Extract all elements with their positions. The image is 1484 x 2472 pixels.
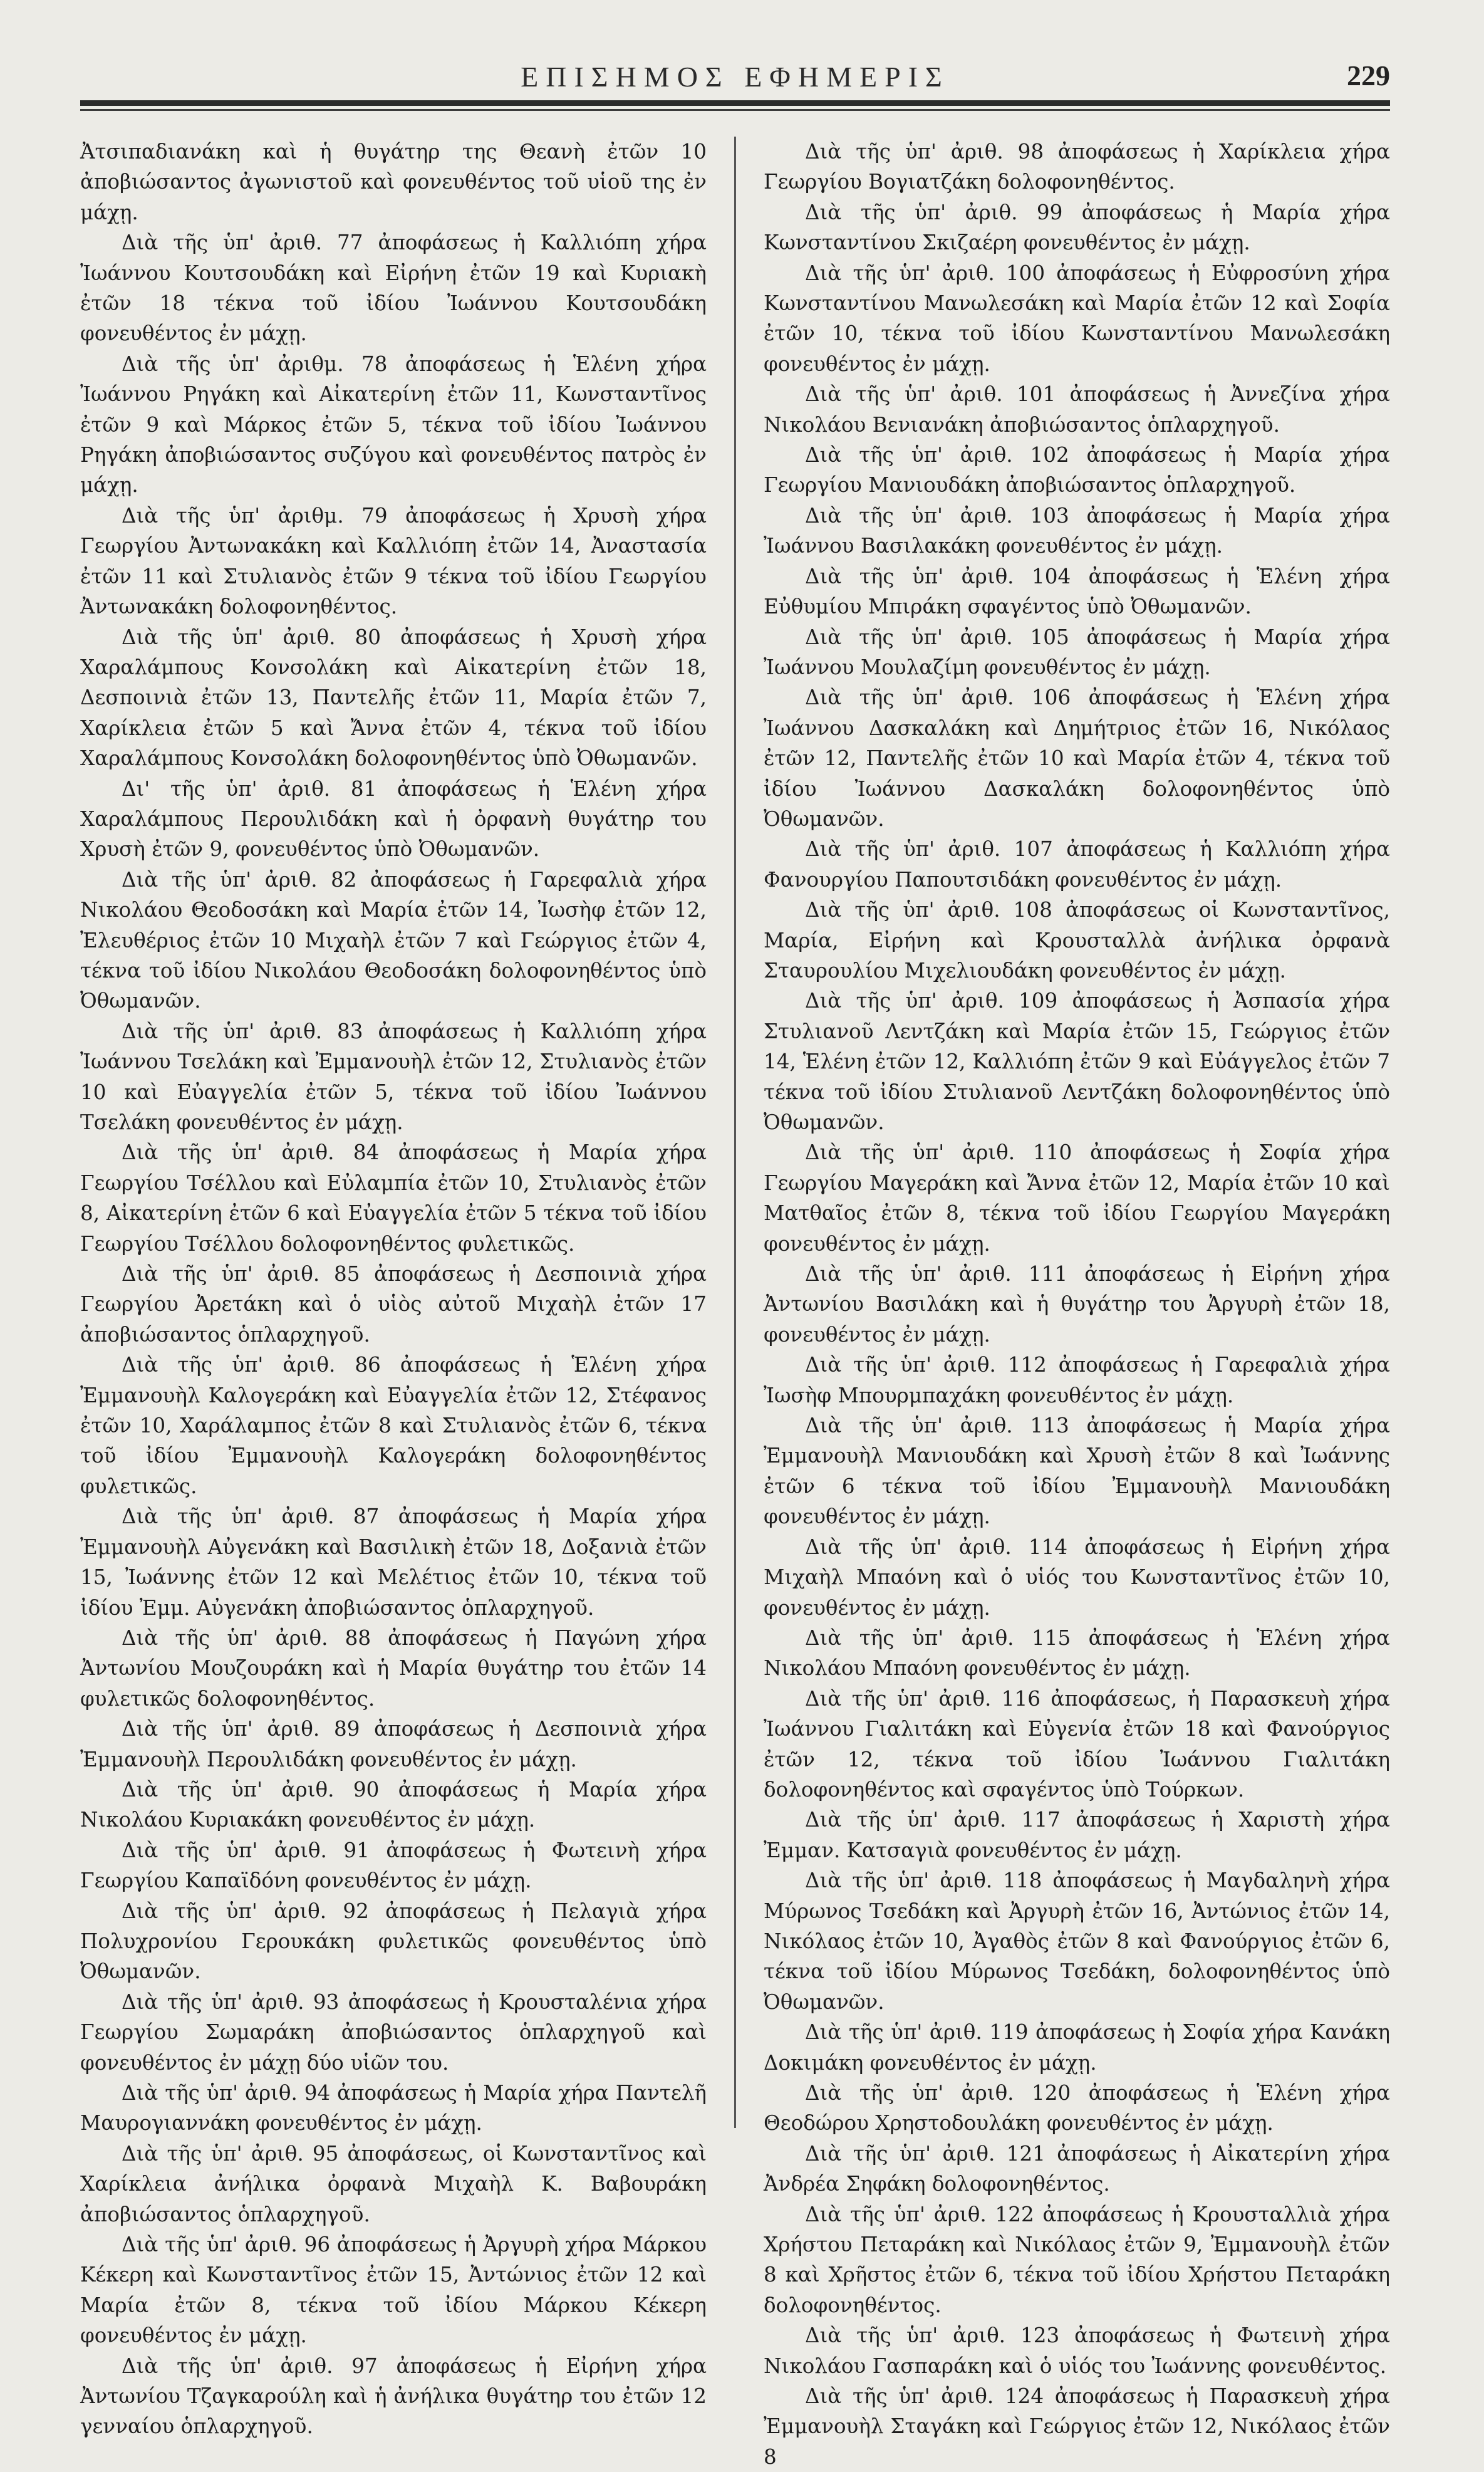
decision-paragraph: Διὰ τῆς ὑπ' ἀριθμ. 78 ἀποφάσεως ἡ Ἑλένη χήρα Ἰωάννου Ρηγάκη καὶ Αἰκατερίνη ἐτῶν 11, Κωνσταντῖνος ἐτῶν 9 καὶ Μάρκος ἐτῶν 5, τέκνα τοῦ ἰδίου Ἰωάννου Ρηγάκη ἀποβιώσαντος συζύγου καὶ φονευθέντος πατρὸς ἐν μάχῃ. <box>80 352 707 498</box>
decision-paragraph: Διὰ τῆς ὑπ' ἀριθ. 106 ἀποφάσεως ἡ Ἑλένη χήρα Ἰωάννου Δασκαλάκη καὶ Δημήτριος ἐτῶν 16, Νικόλαος ἐτῶν 12, Παντελῆς ἐτῶν 10 καὶ Μαρία ἐτῶν 4, τέκνα τοῦ ἰδίου Ἰωάννου Δασκαλάκη δολοφονηθέντος ὑπὸ Ὀθωμανῶν. <box>764 686 1390 831</box>
decision-paragraph: Διὰ τῆς ὑπ' ἀριθ. 108 ἀποφάσεως οἱ Κωνσταντῖνος, Μαρία, Εἰρήνη καὶ Κρουσταλλὰ ἀνήλικα ὀρφανὰ Σταυρουλίου Μιχελιουδάκη φονευθέντος ἐν μάχῃ. <box>764 898 1390 983</box>
decision-paragraph: Διὰ τῆς ὑπ' ἀριθ. 94 ἀποφάσεως ἡ Μαρία χήρα Παντελῆ Μαυρογιαννάκη φονευθέντος ἐν μάχῃ. <box>80 2081 707 2136</box>
decision-paragraph: Διὰ τῆς ὑπ' ἀριθ. 121 ἀποφάσεως ἡ Αἰκατερίνη χήρα Ἀνδρέα Σηφάκη δολοφονηθέντος. <box>764 2141 1390 2196</box>
decision-paragraph: Διὰ τῆς ὑπ' ἀριθ. 122 ἀποφάσεως ἡ Κρουσταλλιὰ χήρα Χρήστου Πεταράκη καὶ Νικόλαος ἐτῶν 9, Ἐμμανουὴλ ἐτῶν 8 καὶ Χρῆστος ἐτῶν 6, τέκνα τοῦ ἰδίου Χρήστου Πεταράκη δολοφονηθέντος. <box>764 2202 1390 2317</box>
decision-paragraph: Διὰ τῆς ὑπ' ἀριθ. 84 ἀποφάσεως ἡ Μαρία χήρα Γεωργίου Τσέλλου καὶ Εὐλαμπία ἐτῶν 10, Στυλιανὸς ἐτῶν 8, Αἰκατερίνη ἐτῶν 6 καὶ Εὐαγγελία ἐτῶν 5 τέκνα τοῦ ἰδίου Γεωργίου Τσέλλου δολοφονηθέντος φυλετικῶς. <box>80 1140 707 1256</box>
decision-paragraph: Διὰ τῆς ὑπ' ἀριθ. 105 ἀποφάσεως ἡ Μαρία χήρα Ἰωάννου Μουλαζίμη φονευθέντος ἐν μάχῃ. <box>764 625 1390 679</box>
decision-paragraph: Διὰ τῆς ὑπ' ἀριθ. 124 ἀποφάσεως ἡ Παρασκευὴ χήρα Ἐμμανουὴλ Σταγάκη καὶ Γεώργιος ἐτῶν 12, Νικόλαος ἐτῶν 8 <box>764 2384 1390 2469</box>
decision-paragraph: Διὰ τῆς ὑπ' ἀριθ. 120 ἀποφάσεως ἡ Ἑλένη χήρα Θεοδώρου Χρηστοδουλάκη φονευθέντος ἐν μάχῃ. <box>764 2081 1390 2136</box>
decision-paragraph: Διὰ τῆς ὑπ' ἀριθ. 102 ἀποφάσεως ἡ Μαρία χήρα Γεωργίου Μανιουδάκη ἀποβιώσαντος ὁπλαρχηγοῦ. <box>764 443 1390 498</box>
decision-paragraph: Διὰ τῆς ὑπ' ἀριθ. 99 ἀποφάσεως ἡ Μαρία χήρα Κωνσταντίνου Σκιζαέρη φονευθέντος ἐν μάχῃ. <box>764 200 1390 255</box>
decision-paragraph: Διὰ τῆς ὑπ' ἀριθ. 117 ἀποφάσεως ἡ Χαριστὴ χήρα Ἐμμαν. Κατσαγιὰ φονευθέντος ἐν μάχῃ. <box>764 1808 1390 1862</box>
decision-paragraph: Διὰ τῆς ὑπ' ἀριθ. 113 ἀποφάσεως ἡ Μαρία χήρα Ἐμμανουὴλ Μανιουδάκη καὶ Χρυσὴ ἐτῶν 8 καὶ Ἰωάννης ἐτῶν 6 τέκνα τοῦ ἰδίου Ἐμμανουὴλ Μανιουδάκη φονευθέντος ἐν μάχῃ. <box>764 1414 1390 1529</box>
decision-paragraph: Διὰ τῆς ὑπ' ἀριθ. 88 ἀποφάσεως ἡ Παγώνη χήρα Ἀντωνίου Μουζουράκη καὶ ἡ Μαρία θυγάτηρ του ἐτῶν 14 φυλετικῶς δολοφονηθέντος. <box>80 1625 707 1711</box>
decision-paragraph: Διὰ τῆς ὑπ' ἀριθ. 119 ἀποφάσεως ἡ Σοφία χήρα Κανάκη Δοκιμάκη φονευθέντος ἐν μάχῃ. <box>764 2020 1390 2075</box>
decision-paragraph: Διὰ τῆς ὑπ' ἀριθ. 93 ἀποφάσεως ἡ Κρουσταλένια χήρα Γεωργίου Σωμαράκη ἀποβιώσαντος ὁπλαρχηγοῦ καὶ φονευθέντος ἐν μάχῃ δύο υἱῶν του. <box>80 1990 707 2075</box>
page-header <box>80 56 1390 95</box>
decision-paragraph: Διὰ τῆς ὑπ' ἀριθ. 118 ἀποφάσεως ἡ Μαγδαληνὴ χήρα Μύρωνος Τσεδάκη καὶ Ἀργυρὴ ἐτῶν 16, Ἀντώνιος ἐτῶν 14, Νικόλαος ἐτῶν 10, Ἀγαθὸς ἐτῶν 8 καὶ Φανούργιος ἐτῶν 6, τέκνα τοῦ ἰδίου Μύρωνος Τσεδάκη, δολοφονηθέντος ὑπὸ Ὀθωμανῶν. <box>764 1869 1390 2014</box>
header-rule-thick <box>80 100 1390 106</box>
decision-paragraph: Διὰ τῆς ὑπ' ἀριθ. 89 ἀποφάσεως ἡ Δεσποινιὰ χήρα Ἐμμανουὴλ Περουλιδάκη φονευθέντος ἐν μάχῃ. <box>80 1717 707 1771</box>
decision-paragraph: Διὰ τῆς ὑπ' ἀριθ. 103 ἀποφάσεως ἡ Μαρία χήρα Ἰωάννου Βασιλακάκη φονευθέντος ἐν μάχῃ. <box>764 503 1390 558</box>
decision-paragraph: Διὰ τῆς ὑπ' ἀριθ. 86 ἀποφάσεως ἡ Ἑλένη χήρα Ἐμμανουὴλ Καλογεράκη καὶ Εὐαγγελία ἐτῶν 12, Στέφανος ἐτῶν 10, Χαράλαμπος ἐτῶν 8 καὶ Στυλιανὸς ἐτῶν 6, τέκνα τοῦ ἰδίου Ἐμμανουὴλ Καλογεράκη δολοφονηθέντος φυλετικῶς. <box>80 1353 707 1498</box>
decision-paragraph: Διὰ τῆς ὑπ' ἀριθ. 80 ἀποφάσεως ἡ Χρυσὴ χήρα Χαραλάμπους Κονσολάκη καὶ Αἰκατερίνη ἐτῶν 18, Δεσποινιὰ ἐτῶν 13, Παντελῆς ἐτῶν 11, Μαρία ἐτῶν 7, Χαρίκλεια ἐτῶν 5 καὶ Ἄννα ἐτῶν 4, τέκνα τοῦ ἰδίου Χαραλάμπους Κονσολάκη δολοφονηθέντος ὑπὸ Ὀθωμανῶν. <box>80 625 707 771</box>
decision-paragraph: Διὰ τῆς ὑπ' ἀριθ. 91 ἀποφάσεως ἡ Φωτεινὴ χήρα Γεωργίου Καπαϊδόνη φονευθέντος ἐν μάχῃ. <box>80 1838 707 1893</box>
decision-paragraph: Διὰ τῆς ὑπ' ἀριθ. 116 ἀποφάσεως, ἡ Παρασκευὴ χήρα Ἰωάννου Γιαλιτάκη καὶ Εὐγενία ἐτῶν 18 καὶ Φανούργιος ἐτῶν 12, τέκνα τοῦ ἰδίου Ἰωάννου Γιαλιτάκη δολοφονηθέντος καὶ σφαγέντος ὑπὸ Τούρκων. <box>764 1686 1390 1802</box>
header-rule-thin <box>80 109 1390 111</box>
decision-paragraph: Διὰ τῆς ὑπ' ἀριθ. 90 ἀποφάσεως ἡ Μαρία χήρα Νικολάου Κυριακάκη φονευθέντος ἐν μάχῃ. <box>80 1777 707 1832</box>
decision-paragraph: Διὰ τῆς ὑπ' ἀριθμ. 79 ἀποφάσεως ἡ Χρυσὴ χήρα Γεωργίου Ἀντωνακάκη καὶ Καλλιόπη ἐτῶν 14, Ἀναστασία ἐτῶν 11 καὶ Στυλιανὸς ἐτῶν 9 τέκνα τοῦ ἰδίου Γεωργίου Ἀντωνακάκη δολοφονηθέντος. <box>80 503 707 619</box>
decision-paragraph: Διὰ τῆς ὑπ' ἀριθ. 101 ἀποφάσεως ἡ Ἀννεζίνα χήρα Νικολάου Βενιανάκη ἀποβιώσαντος ὁπλαρχηγοῦ. <box>764 382 1390 437</box>
decision-paragraph: Ἀτσιπαδιανάκη καὶ ἡ θυγάτηρ της Θεανὴ ἐτῶν 10 ἀποβιώσαντος ἀγωνιστοῦ καὶ φονευθέντος τοῦ υἱοῦ της ἐν μάχῃ. <box>80 140 707 224</box>
decision-paragraph: Δι' τῆς ὑπ' ἀριθ. 81 ἀποφάσεως ἡ Ἑλένη χήρα Χαραλάμπους Περουλιδάκη καὶ ἡ ὀρφανὴ θυγάτηρ του Χρυσὴ ἐτῶν 9, φονευθέντος ὑπὸ Ὀθωμανῶν. <box>80 776 707 862</box>
decision-paragraph: Διὰ τῆς ὑπ' ἀριθ. 96 ἀποφάσεως ἡ Ἀργυρὴ χήρα Μάρκου Κέκερη καὶ Κωνσταντῖνος ἐτῶν 15, Ἀντώνιος ἐτῶν 12 καὶ Μαρία ἐτῶν 8, τέκνα τοῦ ἰδίου Μάρκου Κέκερη φονευθέντος ἐν μάχῃ. <box>80 2233 707 2348</box>
left-column <box>80 137 707 2439</box>
decision-paragraph: Διὰ τῆς ὑπ' ἀριθ. 85 ἀποφάσεως ἡ Δεσποινιὰ χήρα Γεωργίου Ἀρετάκη καὶ ὁ υἱὸς αὐτοῦ Μιχαὴλ ἐτῶν 17 ἀποβιώσαντος ὁπλαρχηγοῦ. <box>80 1262 707 1347</box>
decision-paragraph: Διὰ τῆς ὑπ' ἀριθ. 95 ἀποφάσεως, οἱ Κωνσταντῖνος καὶ Χαρίκλεια ἀνήλικα ὀρφανὰ Μιχαὴλ Κ. Βαβουράκη ἀποβιώσαντος ὁπλαρχηγοῦ. <box>80 2141 707 2226</box>
decision-paragraph: Διὰ τῆς ὑπ' ἀριθ. 82 ἀποφάσεως ἡ Γαρεφαλιὰ χήρα Νικολάου Θεοδοσάκη καὶ Μαρία ἐτῶν 14, Ἰωσὴφ ἐτῶν 12, Ἐλευθέριος ἐτῶν 10 Μιχαὴλ ἐτῶν 7 καὶ Γεώργιος ἐτῶν 4, τέκνα τοῦ ἰδίου Νικολάου Θεοδοσάκη δολοφονηθέντος ὑπὸ Ὀθωμανῶν. <box>80 867 707 1013</box>
publication-title: ΕΠΙΣΗΜΟΣ ΕΦΗΜΕΡΙΣ <box>521 61 950 93</box>
decision-paragraph: Διὰ τῆς ὑπ' ἀριθ. 123 ἀποφάσεως ἡ Φωτεινὴ χήρα Νικολάου Γασπαράκη καὶ ὁ υἱός του Ἰωάννης φονευθέντος. <box>764 2323 1390 2378</box>
decision-paragraph: Διὰ τῆς ὑπ' ἀριθ. 107 ἀποφάσεως ἡ Καλλιόπη χήρα Φανουργίου Παπουτσιδάκη φονευθέντος ἐν μάχῃ. <box>764 837 1390 892</box>
page-number: 229 <box>1347 60 1390 91</box>
text-columns <box>80 137 1390 2469</box>
decision-paragraph: Διὰ τῆς ὑπ' ἀριθ. 87 ἀποφάσεως ἡ Μαρία χήρα Ἐμμανουὴλ Αὐγενάκη καὶ Βασιλικὴ ἐτῶν 18, Δοξανιὰ ἐτῶν 15, Ἰωάννης ἐτῶν 12 καὶ Μελέτιος ἐτῶν 10, τέκνα τοῦ ἰδίου Ἐμμ. Αὐγενάκη ἀποβιώσαντος ὁπλαρχηγοῦ. <box>80 1505 707 1620</box>
decision-paragraph: Διὰ τῆς ὑπ' ἀριθ. 97 ἀποφάσεως ἡ Εἰρήνη χήρα Ἀντωνίου Τζαγκαρούλη καὶ ἡ ἀνήλικα θυγάτηρ του ἐτῶν 12 γενναίου ὁπλαρχηγοῦ. <box>80 2354 707 2439</box>
decision-paragraph: Διὰ τῆς ὑπ' ἀριθ. 100 ἀποφάσεως ἡ Εὐφροσύνη χήρα Κωνσταντίνου Μανωλεσάκη καὶ Μαρία ἐτῶν 12 καὶ Σοφία ἐτῶν 10, τέκνα τοῦ ἰδίου Κωνσταντίνου Μανωλεσάκη φονευθέντος ἐν μάχῃ. <box>764 261 1390 376</box>
decision-paragraph: Διὰ τῆς ὑπ' ἀριθ. 112 ἀποφάσεως ἡ Γαρεφαλιὰ χήρα Ἰωσὴφ Μπουρμπαχάκη φονευθέντος ἐν μάχῃ. <box>764 1353 1390 1407</box>
right-column <box>764 137 1390 2469</box>
decision-paragraph: Διὰ τῆς ὑπ' ἀριθ. 111 ἀποφάσεως ἡ Εἰρήνη χήρα Ἀντωνίου Βασιλάκη καὶ ἡ θυγάτηρ του Ἀργυρὴ ἐτῶν 18, φονευθέντος ἐν μάχῃ. <box>764 1262 1390 1347</box>
decision-paragraph: Διὰ τῆς ὑπ' ἀριθ. 92 ἀποφάσεως ἡ Πελαγιὰ χήρα Πολυχρονίου Γερουκάκη φυλετικῶς φονευθέντος ὑπὸ Ὀθωμανῶν. <box>80 1899 707 1984</box>
decision-paragraph: Διὰ τῆς ὑπ' ἀριθ. 83 ἀποφάσεως ἡ Καλλιόπη χήρα Ἰωάννου Τσελάκη καὶ Ἐμμανουὴλ ἐτῶν 12, Στυλιανὸς ἐτῶν 10 καὶ Εὐαγγελία ἐτῶν 5, τέκνα τοῦ ἰδίου Ἰωάννου Τσελάκη φονευθέντος ἐν μάχῃ. <box>80 1019 707 1134</box>
decision-paragraph: Διὰ τῆς ὑπ' ἀριθ. 104 ἀποφάσεως ἡ Ἑλένη χήρα Εὐθυμίου Μπιράκη σφαγέντος ὑπὸ Ὀθωμανῶν. <box>764 564 1390 619</box>
decision-paragraph: Διὰ τῆς ὑπ' ἀριθ. 77 ἀποφάσεως ἡ Καλλιόπη χήρα Ἰωάννου Κουτσουδάκη καὶ Εἰρήνη ἐτῶν 19 καὶ Κυριακὴ ἐτῶν 18 τέκνα τοῦ ἰδίου Ἰωάννου Κουτσουδάκη φονευθέντος ἐν μάχῃ. <box>80 231 707 346</box>
decision-paragraph: Διὰ τῆς ὑπ' ἀριθ. 110 ἀποφάσεως ἡ Σοφία χήρα Γεωργίου Μαγεράκη καὶ Ἄννα ἐτῶν 12, Μαρία ἐτῶν 10 καὶ Ματθαῖος ἐτῶν 8, τέκνα τοῦ ἰδίου Γεωργίου Μαγεράκη φονευθέντος ἐν μάχῃ. <box>764 1140 1390 1256</box>
decision-paragraph: Διὰ τῆς ὑπ' ἀριθ. 98 ἀποφάσεως ἡ Χαρίκλεια χήρα Γεωργίου Βογιατζάκη δολοφονηθέντος. <box>764 140 1390 194</box>
decision-paragraph: Διὰ τῆς ὑπ' ἀριθ. 109 ἀποφάσεως ἡ Ἀσπασία χήρα Στυλιανοῦ Λεντζάκη καὶ Μαρία ἐτῶν 15, Γεώργιος ἐτῶν 14, Ἑλένη ἐτῶν 12, Καλλιόπη ἐτῶν 9 καὶ Εὐάγγελος ἐτῶν 7 τέκνα τοῦ ἰδίου Στυλιανοῦ Λεντζάκη δολοφονηθέντος ὑπὸ Ὀθωμανῶν. <box>764 989 1390 1134</box>
column-divider <box>734 137 736 2128</box>
decision-paragraph: Διὰ τῆς ὑπ' ἀριθ. 115 ἀποφάσεως ἡ Ἑλένη χήρα Νικολάου Μπαόνη φονευθέντος ἐν μάχῃ. <box>764 1625 1390 1681</box>
decision-paragraph: Διὰ τῆς ὑπ' ἀριθ. 114 ἀποφάσεως ἡ Εἰρήνη χήρα Μιχαὴλ Μπαόνη καὶ ὁ υἱός του Κωνσταντῖνος ἐτῶν 10, φονευθέντος ἐν μάχῃ. <box>764 1535 1390 1620</box>
